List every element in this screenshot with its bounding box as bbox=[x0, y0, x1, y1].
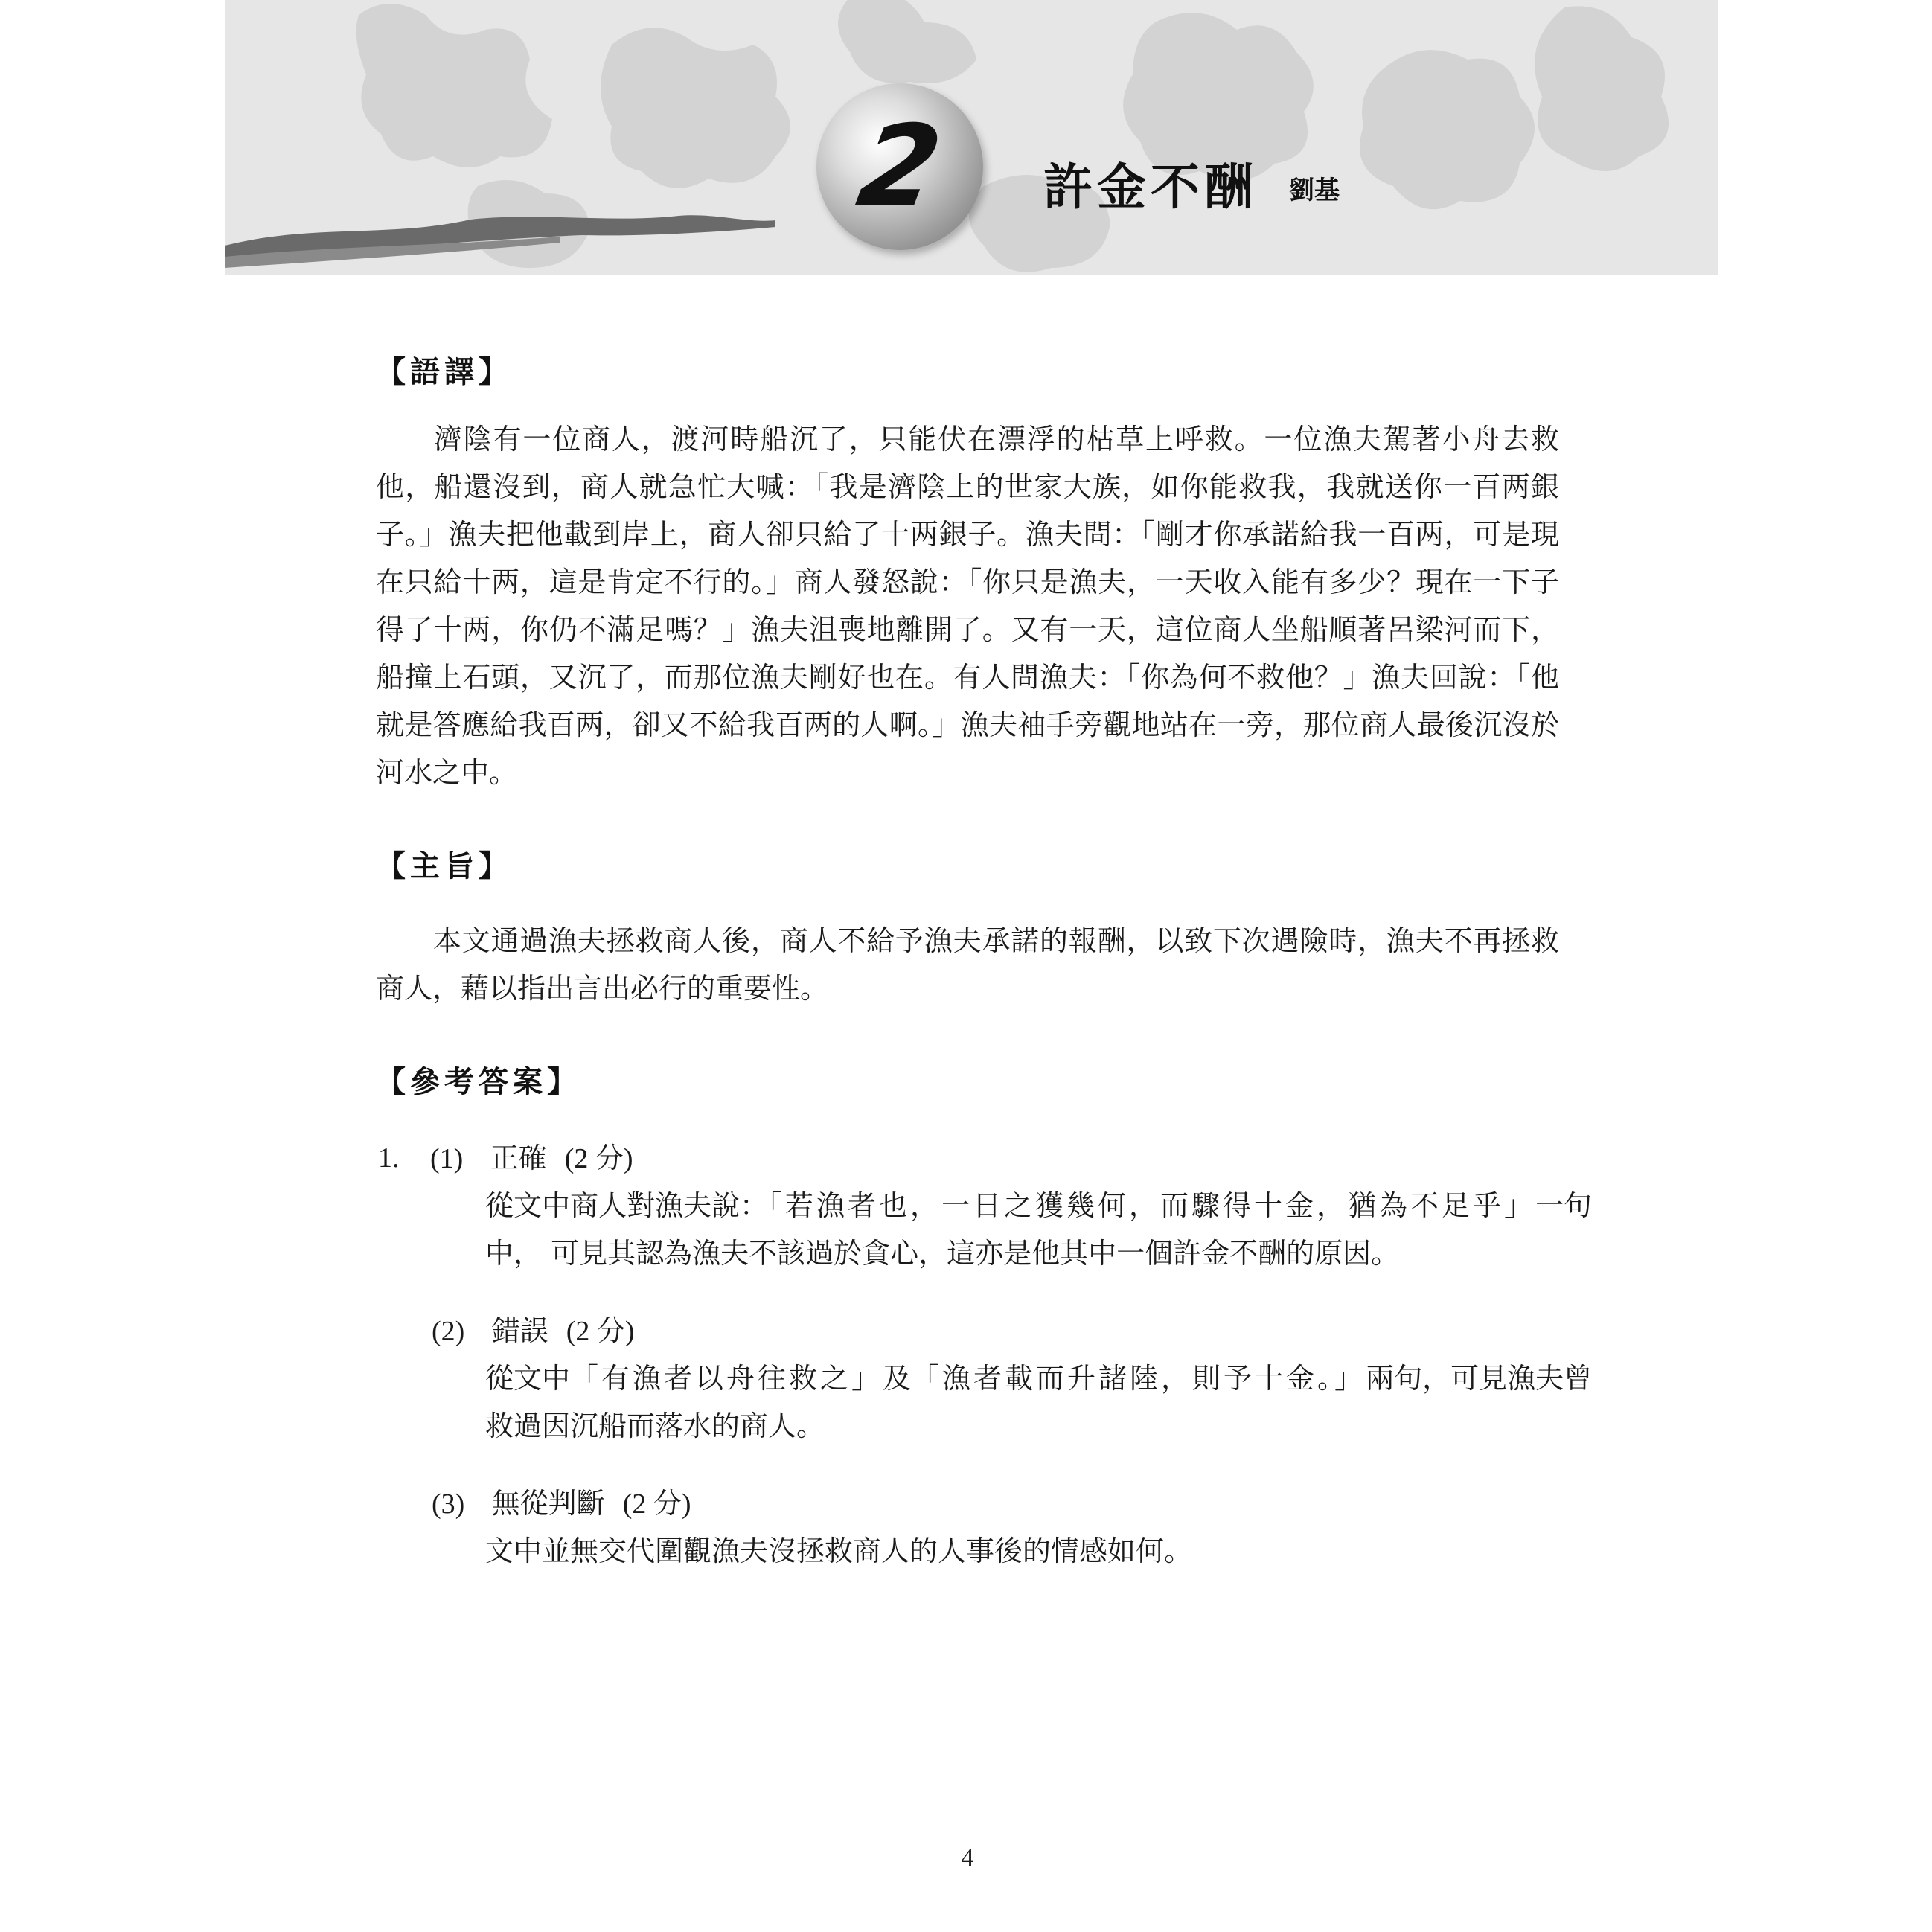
part-verdict: 錯誤 bbox=[491, 1314, 548, 1347]
part-label: (3) bbox=[432, 1488, 465, 1520]
answer-text: 一句 bbox=[1535, 1189, 1593, 1222]
lesson-number-badge bbox=[816, 83, 983, 250]
answer-text: 從文中 bbox=[485, 1362, 571, 1395]
lesson-author: 劉基 bbox=[1289, 176, 1340, 205]
part-verdict: 正確 bbox=[490, 1142, 547, 1174]
answer-part-1-line-1 bbox=[485, 1182, 1592, 1229]
lesson-title: 許金不酬 bbox=[1043, 158, 1258, 216]
theme-heading: 【主旨】 bbox=[376, 848, 513, 883]
page-number: 4 bbox=[961, 1844, 974, 1872]
answer-text: 從文中商人對漁夫說： bbox=[485, 1189, 769, 1222]
answer-text: 及 bbox=[883, 1362, 912, 1395]
part-score: (2 分) bbox=[622, 1488, 691, 1520]
answer-text: 兩句，可見漁夫曾 bbox=[1366, 1362, 1593, 1395]
classical-quote: 「有漁者以舟往救之」 bbox=[570, 1362, 883, 1395]
header-banner bbox=[225, 0, 1718, 275]
answer-part-2-line-2: 救過因沉船而落水的商人。 bbox=[485, 1410, 825, 1442]
answer-part-1-line-2: 中， 可見其認為漁夫不該過於貪心，這亦是他其中一個許金不酬的原因。 bbox=[485, 1237, 1400, 1270]
translation-paragraph bbox=[376, 415, 1559, 796]
answer-part-3-header bbox=[432, 1480, 691, 1528]
answers-heading: 【參考答案】 bbox=[376, 1064, 581, 1099]
lesson-number: 2 bbox=[849, 102, 950, 231]
translation-text: 濟陰有一位商人，渡河時船沉了，只能伏在漂浮的枯草上呼救。一位漁夫駕著小舟去救他，船還沒到，商人就急忙大喊：「我是濟陰上的世家大族，如你能救我，我就送你一百两銀子。」漁夫把他載到岸上，商人卻只給了十两銀子。漁夫問：「剛才你承諾給我一百两，可是現在只給十两，這是肯定不行的。」商人發怒說：「你只是漁夫，一天收入能有多少？現在一下子得了十两，你仍不滿足嗎？」漁夫沮喪地離開了。又有一天，這位商人坐船順著呂梁河而下，船撞上石頭，又沉了，而那位漁夫剛好也在。有人問漁夫：「你為何不救他？」漁夫回說：「他就是答應給我百两，卻又不給我百两的人啊。」漁夫袖手旁觀地站在一旁，那位商人最後沉沒於河水之中。 bbox=[376, 423, 1559, 789]
part-label: (2) bbox=[432, 1316, 465, 1347]
part-score: (2 分) bbox=[564, 1143, 633, 1174]
classical-quote: 「漁者載而升諸陸，則予十金。」 bbox=[911, 1362, 1366, 1395]
translation-heading: 【語譯】 bbox=[376, 354, 513, 389]
theme-paragraph bbox=[376, 917, 1559, 1012]
question-number: 1. bbox=[378, 1142, 400, 1174]
part-label: (1) bbox=[430, 1143, 464, 1174]
answer-part-3-line-1: 文中並無交代圍觀漁夫沒拯救商人的人事後的情感如何。 bbox=[485, 1535, 1193, 1567]
part-verdict: 無從判斷 bbox=[491, 1487, 605, 1520]
answer-part-1-header bbox=[430, 1134, 633, 1183]
answer-part-2-line-1 bbox=[485, 1354, 1592, 1402]
answer-part-2-header bbox=[432, 1307, 635, 1355]
classical-quote: 「若漁者也，一日之獲幾何，而驟得十金，猶為不足乎」 bbox=[768, 1189, 1536, 1222]
theme-text: 本文通過漁夫拯救商人後，商人不給予漁夫承諾的報酬，以致下次遇險時，漁夫不再拯救商人，藉以指出言出必行的重要性。 bbox=[376, 924, 1559, 1005]
part-score: (2 分) bbox=[566, 1316, 635, 1347]
